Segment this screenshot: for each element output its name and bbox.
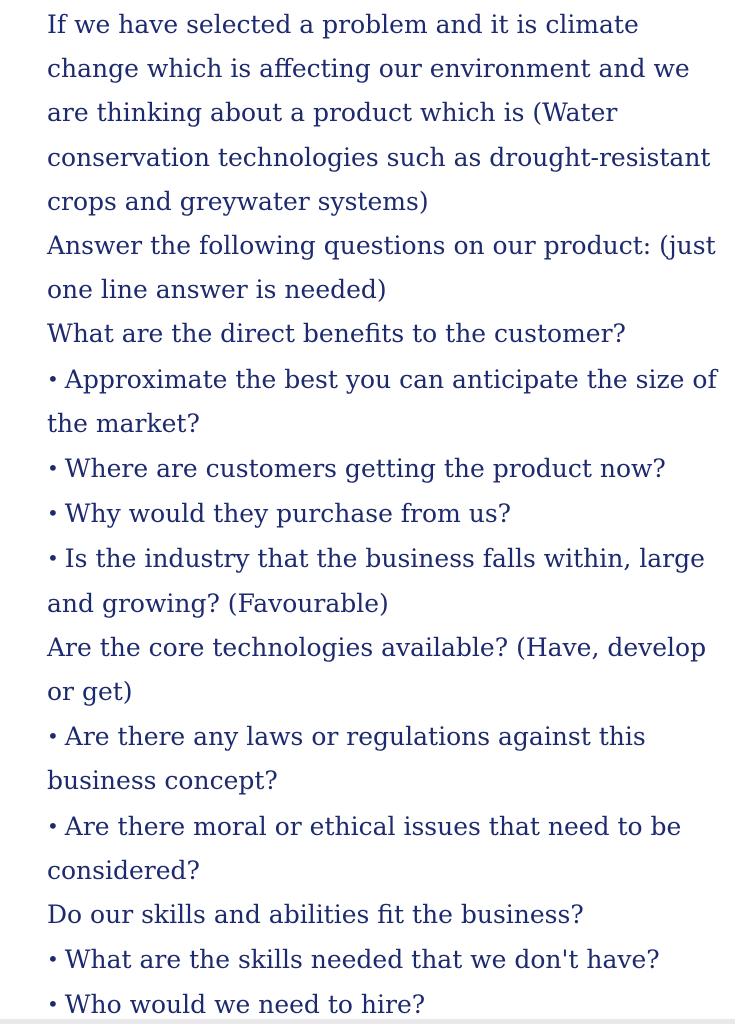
bullet-icon: • bbox=[47, 947, 59, 972]
bullet-icon: • bbox=[47, 992, 59, 1017]
bullet-icon: • bbox=[47, 724, 59, 749]
bullet-text: What are the skills needed that we don't have? bbox=[64, 945, 660, 975]
bullet-text: Why would they purchase from us? bbox=[64, 499, 512, 529]
bullet-item-why-us bbox=[47, 491, 727, 536]
bullet-item-laws bbox=[47, 714, 727, 803]
bullet-icon: • bbox=[47, 366, 59, 391]
question-skills-fit: Do our skills and abilities fit the business? bbox=[47, 900, 584, 930]
bullet-item-where-now bbox=[47, 446, 727, 491]
bullet-icon: • bbox=[47, 546, 59, 571]
bullet-text: Approximate the best you can anticipate the size of the market? bbox=[47, 364, 717, 438]
bullet-text: Who would we need to hire? bbox=[64, 990, 426, 1020]
bullet-item-market-size bbox=[47, 357, 727, 446]
document-body bbox=[47, 3, 727, 1028]
bullet-item-skills-needed bbox=[47, 937, 727, 982]
bullet-text: Are there moral or ethical issues that need to be considered? bbox=[47, 811, 682, 885]
bullet-text: Is the industry that the business falls within, large and growing? (Favourable) bbox=[47, 544, 705, 618]
bullet-icon: • bbox=[47, 501, 59, 526]
instruction-line: Answer the following questions on our product: (just one line answer is needed) bbox=[47, 231, 716, 305]
bullet-item-industry bbox=[47, 536, 727, 625]
bullet-icon: • bbox=[47, 456, 59, 481]
bullet-item-ethics bbox=[47, 804, 727, 893]
bullet-text: Where are customers getting the product now? bbox=[64, 454, 666, 484]
bullet-text: Are there any laws or regulations against this business concept? bbox=[47, 722, 646, 796]
question-core-technologies: Are the core technologies available? (Have, develop or get) bbox=[47, 632, 707, 707]
question-direct-benefits: What are the direct benefits to the customer? bbox=[47, 319, 626, 349]
intro-paragraph: If we have selected a problem and it is climate change which is affecting our environment and we are thinking about a product which is (Water conservation technologies such as drought-resistant crops and greywater systems) bbox=[47, 10, 711, 216]
bullet-icon: • bbox=[47, 813, 59, 838]
page-bottom-divider bbox=[0, 1019, 735, 1024]
